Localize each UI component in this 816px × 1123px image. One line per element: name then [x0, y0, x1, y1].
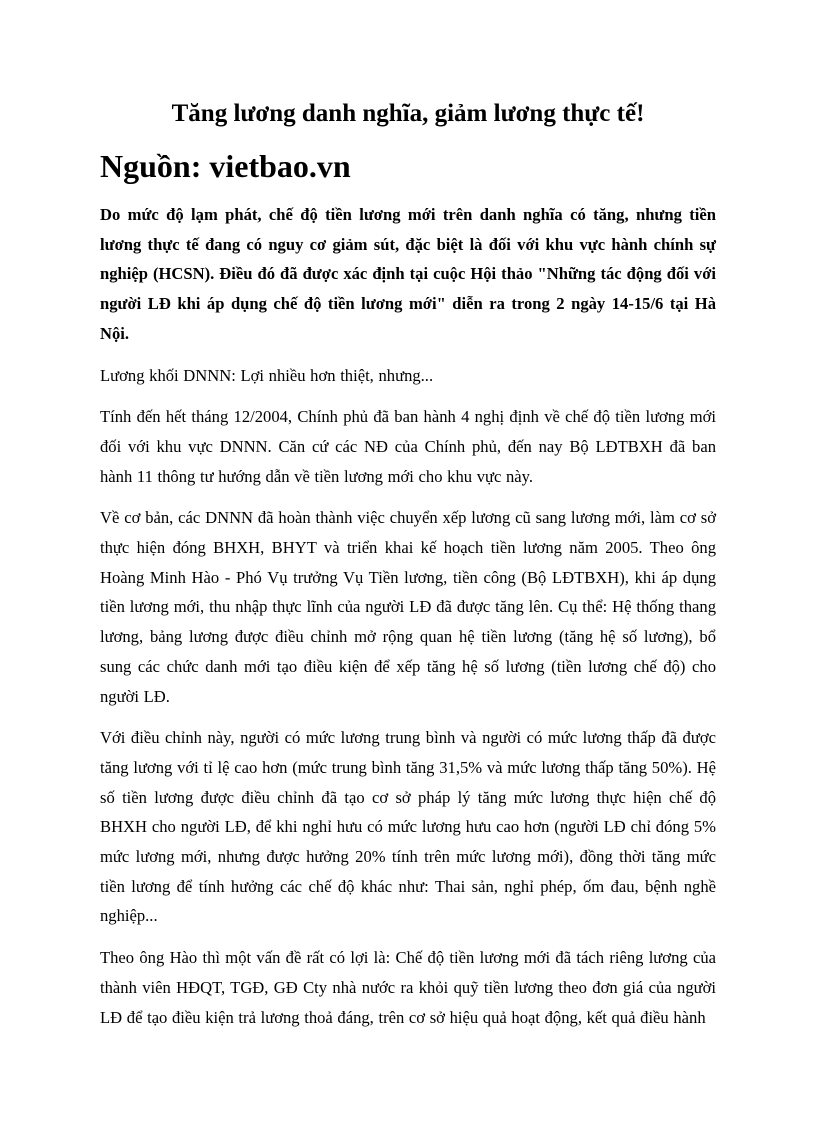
body-paragraph: Với điều chỉnh này, người có mức lương trung bình và người có mức lương thấp đã được tăng lương với tỉ lệ cao hơn (mức trung bình tăng 31,5% và mức lương thấp tăng 50%). Hệ số tiền lương được điều chỉnh đã tạo cơ sở pháp lý tăng mức lương thực hiện chế độ BHXH cho người LĐ, để khi nghỉ hưu có mức lương hưu cao hơn (người LĐ chỉ đóng 5% mức lương mới, nhưng được hưởng 20% tính trên mức lương mới), đồng thời tăng mức tiền lương để tính hưởng các chế độ khác như: Thai sản, nghỉ phép, ốm đau, bệnh nghề nghiệp... — [100, 728, 716, 926]
body-paragraph: Về cơ bản, các DNNN đã hoàn thành việc chuyển xếp lương cũ sang lương mới, làm cơ sở thực hiện đóng BHXH, BHYT và triển khai kế hoạch tiền lương năm 2005. Theo ông Hoàng Minh Hào - Phó Vụ trưởng Vụ Tiền lương, tiền công (Bộ LĐTBXH), khi áp dụng tiền lương mới, thu nhập thực lĩnh của người LĐ đã được tăng lên. Cụ thể: Hệ thống thang lương, bảng lương được điều chỉnh mở rộng quan hệ tiền lương (tăng hệ số lương), bổ sung các chức danh mới tạo điều kiện để xếp tăng hệ số lương (tiền lương chế độ) cho người LĐ. — [100, 508, 716, 706]
lead-paragraph: Do mức độ lạm phát, chế độ tiền lương mới trên danh nghĩa có tăng, nhưng tiền lương thực tế đang có nguy cơ giảm sút, đặc biệt là đối với khu vực hành chính sự nghiệp (HCSN). Điều đó đã được xác định tại cuộc Hội thảo "Những tác động đối với người LĐ khi áp dụng chế độ tiền lương mới" diễn ra trong 2 ngày 14-15/6 tại Hà Nội. — [100, 205, 716, 343]
article-title: Tăng lương danh nghĩa, giảm lương thực tế! — [171, 100, 645, 127]
body-paragraph: Tính đến hết tháng 12/2004, Chính phủ đã ban hành 4 nghị định về chế độ tiền lương mới đối với khu vực DNNN. Căn cứ các NĐ của Chính phủ, đến nay Bộ LĐTBXH đã ban hành 11 thông tư hướng dẫn về tiền lương mới cho khu vực này. — [100, 407, 716, 486]
section-subheading: Lương khối DNNN: Lợi nhiều hơn thiệt, nhưng... — [100, 365, 434, 385]
article-source-heading: Nguồn: vietbao.vn — [100, 148, 351, 184]
body-paragraph: Theo ông Hào thì một vấn đề rất có lợi là: Chế độ tiền lương mới đã tách riêng lương của thành viên HĐQT, TGĐ, GĐ Cty nhà nước ra khỏi quỹ tiền lương theo đơn giá của người LĐ để tạo điều kiện trả lương thoả đáng, trên cơ sở hiệu quả hoạt động, kết quả điều hành — [100, 948, 716, 1027]
